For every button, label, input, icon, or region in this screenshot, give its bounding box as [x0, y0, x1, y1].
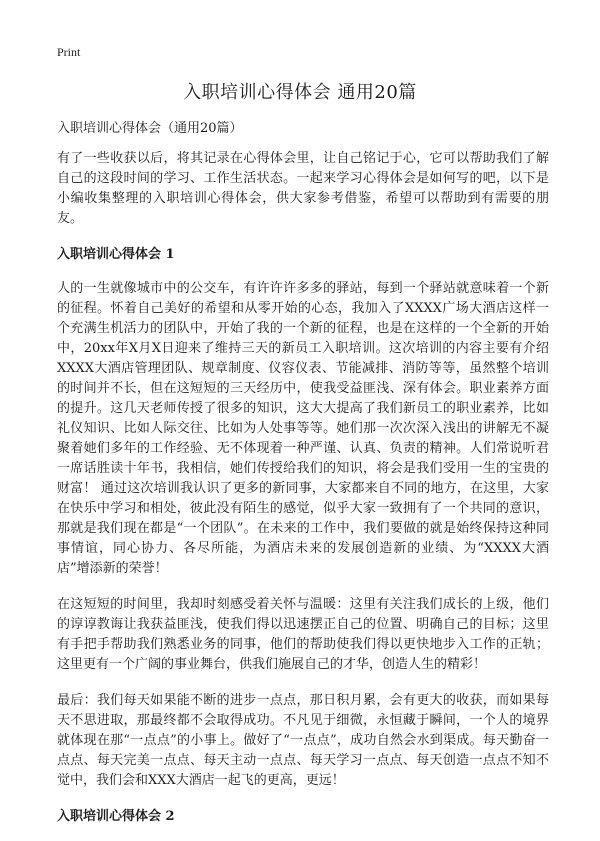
- section-heading-1: 入职培训心得体会 1: [57, 247, 175, 262]
- section-1-paragraph-3: 最后：我们每天如果能不断的进步一点点，那日积月累，会有更大的收获，而如果每天不思进取，那最终都不会取得成功。不凡见于细微，永恒藏于瞬间，一个人的境界就体现在那“一点点”的小事上。做好了“一点点”，成功自然会水到渠成。每天勤奋一点点、每天完美一点点、每天主动一点点、每天学习一点点、每天创造一点点不知不觉中，我们会和XXX大酒店一起飞的更高，更远！: [57, 693, 549, 788]
- document-subtitle: 入职培训心得体会（通用20篇）: [57, 121, 243, 136]
- page-title: 入职培训心得体会 通用20篇: [183, 82, 417, 103]
- section-1-paragraph-1: 人的一生就像城市中的公交车，有许许许多多的驿站，每到一个驿站就意味着一个新的征程。怀着自己美好的希望和从零开始的心态，我加入了XXXX广场大酒店这样一个充满生机活力的团队中，开始了我的一个新的征程，也是在这样的一个全新的开始中，20xx年X月X日迎来了维持三天的新员工入职培训。这次培训的内容主要有介绍XXXX大酒店管理团队、规章制度、仪容仪表、节能减排、消防等等，虽然整个培训的时间并不长，但在这短短的三天经历中，使我受益匪浅、深有体会。职业素养方面的提升。这几天老师传授了很多的知识，这大大提高了我们新员工的职业素养，比如礼仪知识、比如人际交往、比如为人处事等等。她们那一次次深入浅出的讲解无不凝聚着她们多年的工作经验、无不体现着一种严谨、认真、负责的精神。人们常说听君一席话胜读十年书，我相信，她们传授给我们的知识，将会是我们受用一生的宝贵的财富！ 通过这次培训我认识了更多的新同事，大家都来自不同的地方，在这里，大家在快乐中学习和相处，彼此没有陌生的感觉，似乎大家一致拥有了一个共同的意识，那就是我们现在都是“一个团队”。在未来的工作中，我们要做的就是始终保持这种同事情谊，同心协力、各尽所能，为酒店未来的发展创造新的业绩、为“XXXX大酒店”增添新的荣誉！: [57, 281, 549, 576]
- section-heading-2: 入职培训心得体会 2: [57, 809, 175, 824]
- intro-paragraph: 有了一些收获以后，将其记录在心得体会里，让自己铭记于心，它可以帮助我们了解自己的这段时间的学习、工作生活状态。一起来学习心得体会是如何写的吧，以下是小编收集整理的入职培训心得体会，供大家参考借鉴，希望可以帮助到有需要的朋友。: [57, 151, 549, 226]
- section-1-paragraph-2: 在这短短的时间里，我却时刻感受着关怀与温暖：这里有关注我们成长的上级，他们的谆谆教诲让我获益匪浅，使我们得以迅速摆正自己的位置、明确自己的目标；这里有手把手帮助我们熟悉业务的同事，他们的帮助使我们得以更快地步入工作的正轨；这里更有一个广阔的事业舞台，供我们施展自己的才华，创造人生的精彩！: [57, 597, 549, 672]
- document-body: [57, 119, 549, 841]
- print-link[interactable]: Print: [57, 45, 81, 59]
